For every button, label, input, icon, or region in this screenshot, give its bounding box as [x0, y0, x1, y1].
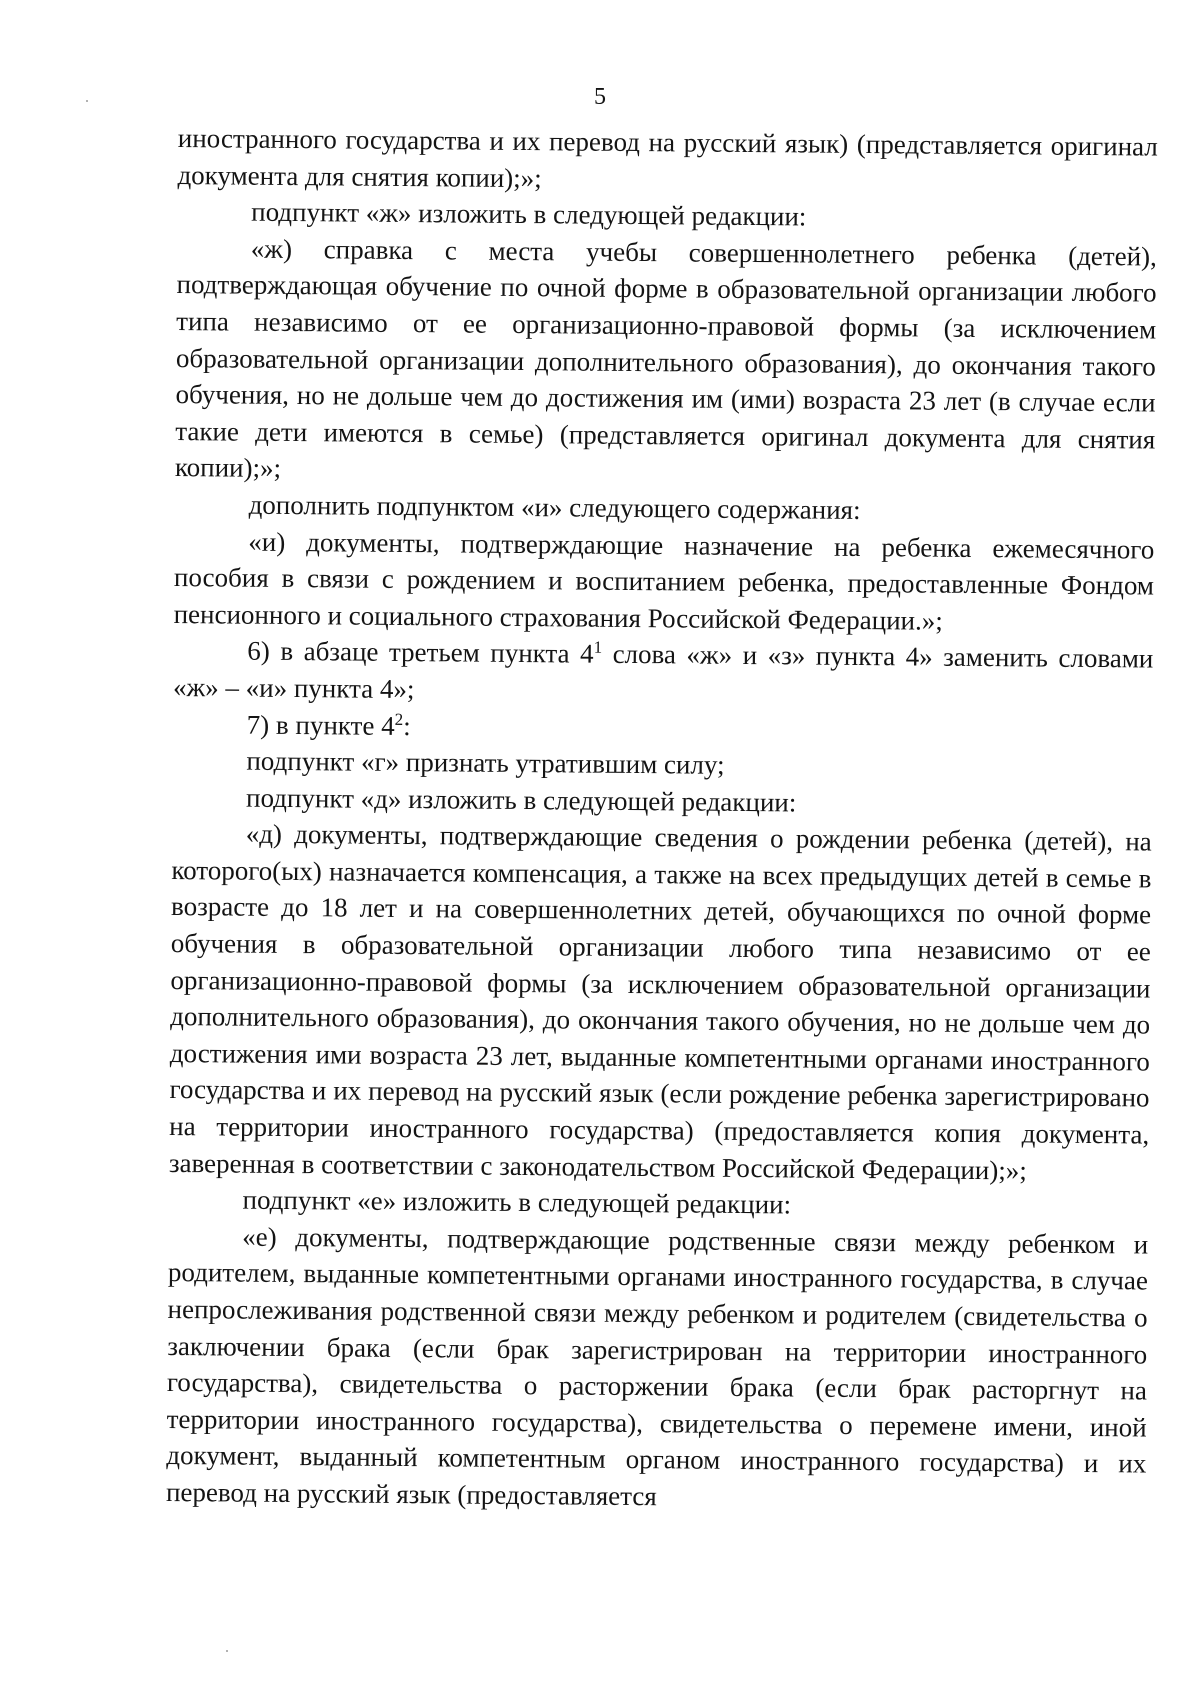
document-body [166, 120, 1158, 1519]
item-7-text-before: 7) в пункте 4 [246, 709, 395, 741]
paragraph-continuation: иностранного государства и их перевод на русский язык) (представляется оригинал документа для снятия копии);»; [177, 122, 1158, 193]
item-6-text-before: 6) в абзаце третьем пункта 4 [247, 635, 594, 669]
paragraph-amend-subitem-zh-heading: подпункт «ж» изложить в следующей редакции: [251, 196, 807, 232]
scan-speck [226, 1650, 228, 1652]
paragraph-subitem-i-text: «и) документы, подтверждающие назначение на ребенка ежемесячного пособия в связи с рождением и воспитанием ребенка, предоставленные Фондом пенсионного и социального страхования Российской Федерации.»; [173, 526, 1155, 636]
item-7-text-after: : [403, 710, 411, 741]
item-6-superscript: 1 [593, 637, 603, 658]
paragraph-item-6 [173, 632, 1154, 714]
paragraph-subitem-g-repeal: подпункт «г» признать утратившим силу; [246, 745, 725, 780]
paragraph-subitem-d-text: «д) документы, подтверждающие сведения о рождении ребенка (детей), на которого(ых) назначается компенсация, а также на всех предыдущих детей в семье в возрасте до 18 лет и на совершеннолетних детей, обучающихся по очной форме обучения в образовательной организации любого типа независимо от ее организационно-правовой формы (за исключением образовательной организации дополнительного образования), до окончания такого обучения, но не дольше чем до достижения ими возраста 23 лет, выданные компетентными органами иностранного государства и их перевод на русский язык (если рождение ребенка зарегистрировано на территории иностранного государства) (предоставляется копия документа, заверенная в соответствии с законодательством Российской Федерации);»; [168, 818, 1152, 1186]
paragraph-subitem-e-text: «е) документы, подтверждающие родственные связи между ребенком и родителем, выданные компетентными органами иностранного государства, в случае непрослеживания родственной связи между ребенком и родителем (свидетельства о заключении брака (если брак зарегистрирован на территории иностранного государства), свидетельства о расторжении брака (если брак расторгнут на территории иностранного государства), свидетельства о перемене имени, иной документ, выданный компетентным органом иностранного государства) и их перевод на русский язык (предоставляется [165, 1221, 1149, 1512]
paragraph-amend-subitem-e-heading: подпункт «е» изложить в следующей редакции: [242, 1184, 792, 1220]
page-number: 5 [594, 84, 606, 110]
item-6-text-after: слова «ж» и «з» пункта 4» заменить словами «ж» – «и» пункта 4»; [172, 639, 1154, 704]
item-7-superscript: 2 [394, 709, 404, 729]
paragraph-amend-subitem-d-heading: подпункт «д» изложить в следующей редакции: [245, 782, 797, 818]
paragraph-add-subitem-i-heading: дополнить подпунктом «и» следующего содержания: [248, 489, 861, 525]
paragraph-subitem-zh-text: «ж) справка с места учебы совершеннолетнего ребенка (детей), подтверждающая обучение по очной форме в образовательной организации любого типа независимо от ее организационно-правовой формы (за исключением образовательной организации дополнительного образования), до окончания такого обучения, но не дольше чем до достижения им (ими) возраста 23 лет (в случае если такие дети имеются в семье) (представляется оригинал документа для снятия копии);»; [174, 233, 1157, 484]
